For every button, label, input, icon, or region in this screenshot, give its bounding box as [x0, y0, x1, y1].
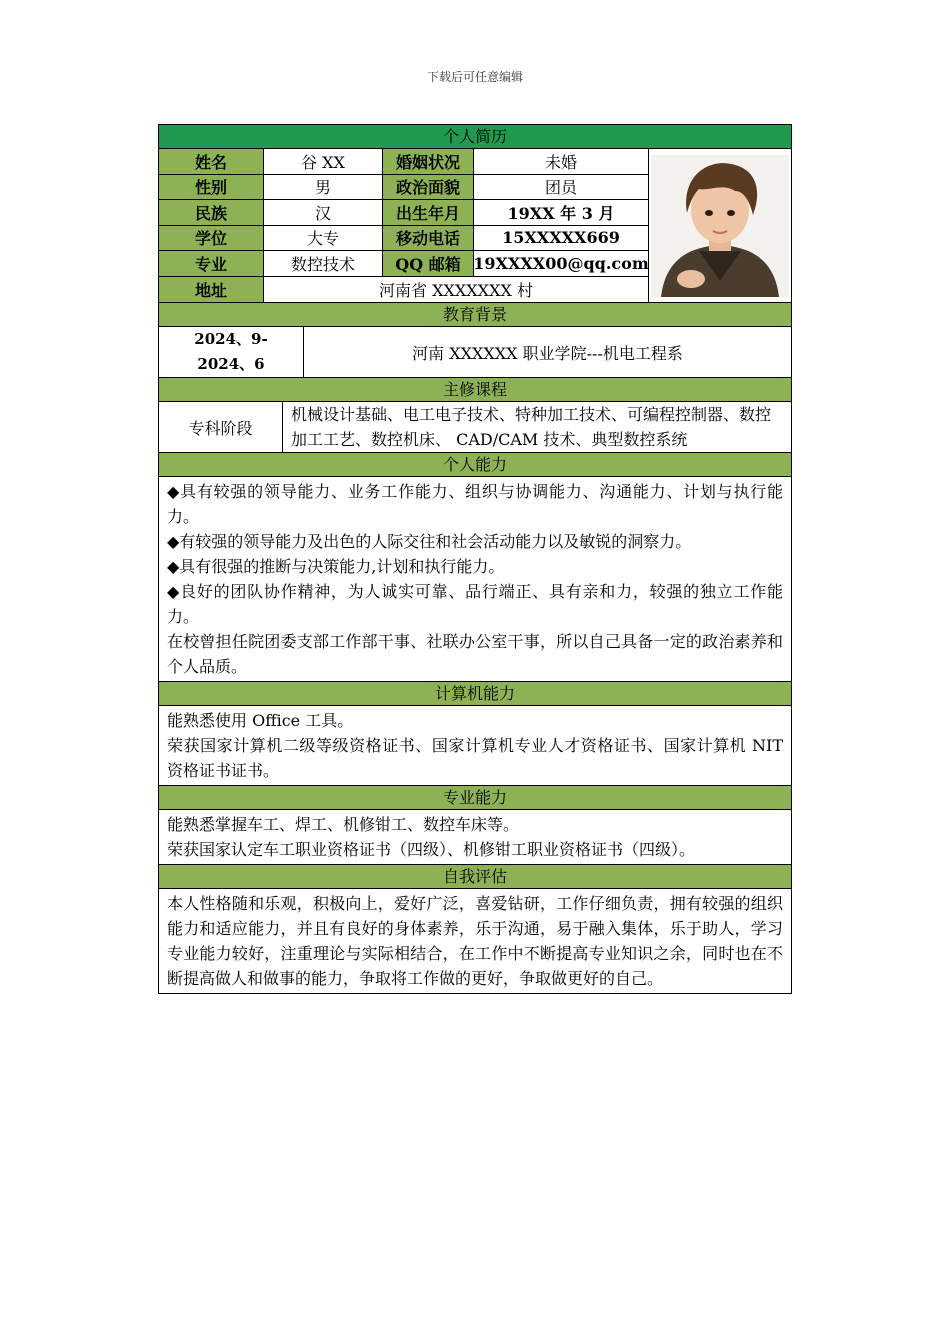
computer-title: 计算机能力: [159, 682, 791, 706]
abilities-content: [159, 477, 791, 682]
courses-title: 主修课程: [159, 378, 791, 402]
education-dates: [159, 327, 304, 377]
degree-label: 学位: [159, 226, 264, 251]
professional-item: 荣获国家认定车工职业资格证书（四级）、机修钳工职业资格证书（四级）。: [167, 840, 696, 859]
abilities-title: 个人能力: [159, 453, 791, 477]
education-title: 教育背景: [159, 303, 791, 327]
phone-value: 15XXXXX669: [474, 226, 649, 251]
phone-label: 移动电话: [383, 226, 474, 251]
education-school: 河南 XXXXXX 职业学院---机电工程系: [412, 343, 683, 363]
personal-info: [159, 149, 791, 303]
resume-title: 个人简历: [159, 125, 791, 149]
name-label: 姓名: [159, 149, 264, 174]
info-row-major: [159, 251, 649, 277]
address-value: 河南省 XXXXXXX 村: [264, 277, 649, 303]
resume-table: [158, 124, 792, 994]
email-value: 19XXXX00@qq.com: [474, 251, 649, 276]
self-eval-text: 本人性格随和乐观，积极向上，爱好广泛，喜爱钻研，工作仔细负责，拥有较强的组织能力和适应能力，并且有良好的身体素养，乐于沟通，易于融入集体，乐于助人，学习专业能力较好，注重理论与实际相结合，在工作中不断提高专业知识之余，同时也在不断提高做人和做事的能力，争取将工作做的更好，争取做更好的自己。: [167, 894, 783, 988]
courses-stage: 专科阶段: [159, 402, 283, 452]
ability-item: ◆良好的团队协作精神，为人诚实可靠、品行端正、具有亲和力，较强的独立工作能力。: [167, 582, 783, 626]
self-eval-content: [159, 889, 791, 993]
professional-item: 能熟悉掌握车工、焊工、机修钳工、数控车床等。: [167, 815, 520, 834]
gender-label: 性别: [159, 175, 264, 200]
ethnicity-label: 民族: [159, 200, 264, 225]
education-date-end: 2024、6: [197, 355, 265, 373]
address-label: 地址: [159, 277, 264, 303]
marital-value: 未婚: [474, 149, 649, 174]
child-portrait-image: [651, 155, 789, 297]
professional-content: [159, 810, 791, 865]
professional-title: 专业能力: [159, 786, 791, 810]
gender-value: 男: [264, 175, 383, 200]
ethnicity-value: 汉: [264, 200, 383, 225]
email-label: QQ 邮箱: [383, 251, 474, 276]
ability-item: ◆具有很强的推断与决策能力,计划和执行能力。: [167, 557, 505, 576]
header-note: 下载后可任意编辑: [426, 70, 523, 84]
info-row-ethnicity: [159, 200, 649, 226]
self-eval-title: 自我评估: [159, 865, 791, 889]
political-value: 团员: [474, 175, 649, 200]
computer-item: 能熟悉使用 Office 工具。: [167, 711, 354, 730]
degree-value: 大专: [264, 226, 383, 251]
info-row-address: [159, 277, 649, 303]
info-grid: [159, 149, 649, 302]
computer-item: 荣获国家计算机二级等级资格证书、国家计算机专业人才资格证书、国家计算机 NIT 资格证书证书。: [167, 736, 783, 780]
name-value: 谷 XX: [264, 149, 383, 174]
ability-item: 在校曾担任院团委支部工作部干事、社联办公室干事，所以自己具备一定的政治素养和个人品质。: [167, 632, 783, 676]
info-row-gender: [159, 175, 649, 201]
political-label: 政治面貌: [383, 175, 474, 200]
education-row: [159, 327, 791, 378]
education-date-start: 2024、9-: [194, 330, 268, 348]
major-label: 专业: [159, 251, 264, 276]
courses-list: 机械设计基础、电工电子技术、特种加工技术、可编程控制器、数控加工工艺、数控机床、 CAD/CAM 技术、典型数控系统: [291, 405, 772, 449]
birth-label: 出生年月: [383, 200, 474, 225]
computer-content: [159, 706, 791, 786]
major-value: 数控技术: [264, 251, 383, 276]
ability-item: ◆有较强的领导能力及出色的人际交往和社会活动能力以及敏锐的洞察力。: [167, 532, 692, 551]
birth-value: 19XX 年 3 月: [474, 200, 649, 225]
profile-photo: [649, 149, 791, 302]
courses-row: [159, 402, 791, 453]
ability-item: ◆具有较强的领导能力、业务工作能力、组织与协调能力、沟通能力、计划与执行能力。: [167, 482, 783, 526]
info-row-name: [159, 149, 649, 175]
marital-label: 婚姻状况: [383, 149, 474, 174]
info-row-degree: [159, 226, 649, 252]
